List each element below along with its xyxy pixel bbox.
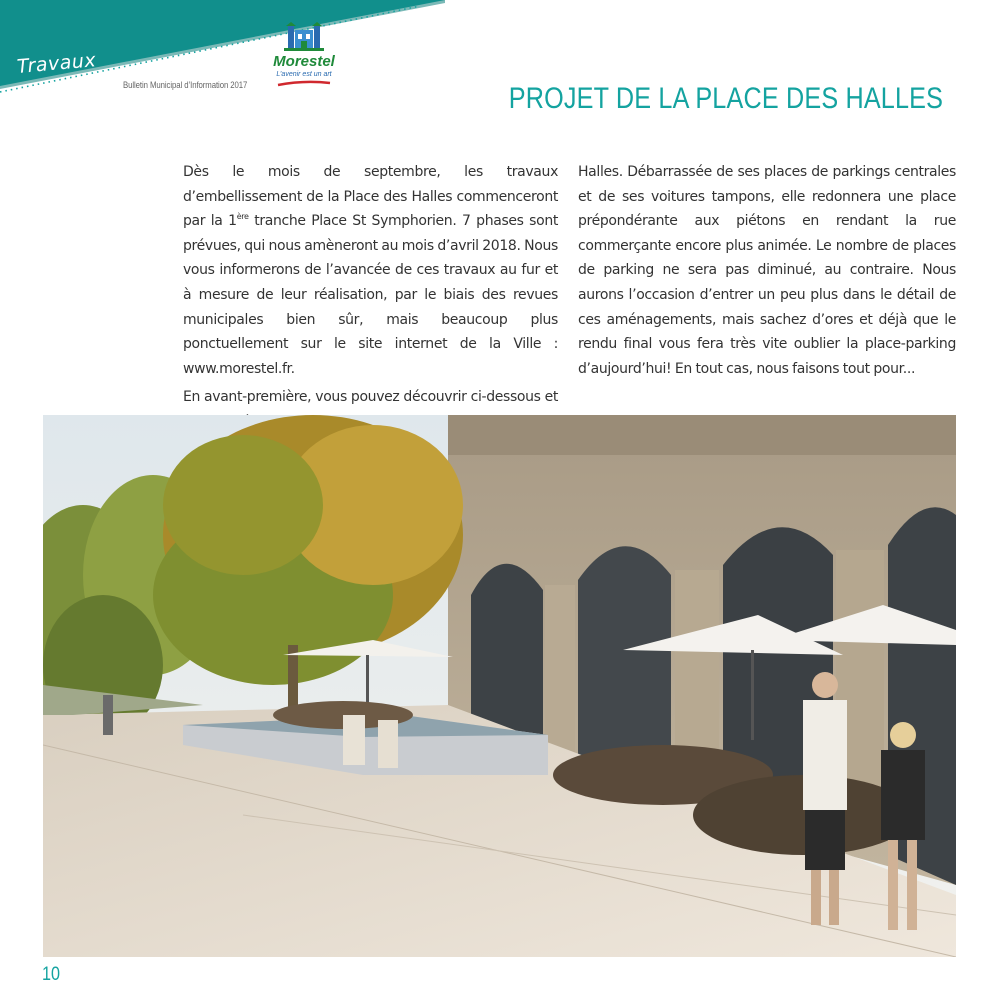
article-paragraph: En avant-première, vous pouvez découvrir ci-dessous et: [183, 389, 558, 406]
place-des-halles-rendering: [43, 415, 956, 957]
article-column-right: [578, 160, 956, 381]
article-column-left: [183, 160, 558, 435]
article-paragraph: [183, 160, 558, 381]
bulletin-label: Bulletin Municipal d’Information 2017: [123, 80, 248, 91]
town-logo: [268, 22, 340, 92]
page-number: 10: [42, 964, 60, 985]
logo-swoosh-icon: [268, 79, 340, 89]
logo-wordmark: Morestel: [273, 53, 335, 70]
article-paragraph: Halles. Débarrassée de ses places de parkings centrales et de ses voitures tampons, elle redonnera une place prépondérante aux piétons en rendant la rue commerçante encore plus animée. Le nombre de places de parking ne sera pas diminué, au contraire. Nous aurons l’occasion d’entrer un peu plus dans le détail de ces aménagements, mais sachez d’ores et déjà que le rendu final vous fera très vite oublier la place-parking d’aujourd’hui! En tout cas, nous faisons tout pour...: [578, 164, 956, 377]
header-dark-stripe: [0, 0, 445, 89]
ordinal-superscript: ère: [236, 212, 249, 222]
town-emblem-icon: [268, 22, 340, 54]
paragraph-text: Dès le mois de septembre, les travaux d’embellissement de la Place des Halles commenceront par la 1: [183, 164, 558, 230]
page-title: PROJET DE LA PLACE DES HALLES: [508, 82, 943, 115]
paragraph-text: tranche Place St Symphorien. 7 phases sont prévues, qui nous amèneront au mois d’avril 2018. Nous vous informerons de l’avancée de ces travaux au fur et à mesure de leur réalisation, par le biais des revues municipales bien sûr, mais beaucoup plus ponctuellement sur le site internet de la Ville : www.morestel.fr.: [183, 213, 559, 377]
logo-tagline: L’avenir est un art: [276, 71, 332, 78]
rendering-illustration: [43, 415, 956, 957]
section-label: Travaux: [16, 49, 97, 78]
